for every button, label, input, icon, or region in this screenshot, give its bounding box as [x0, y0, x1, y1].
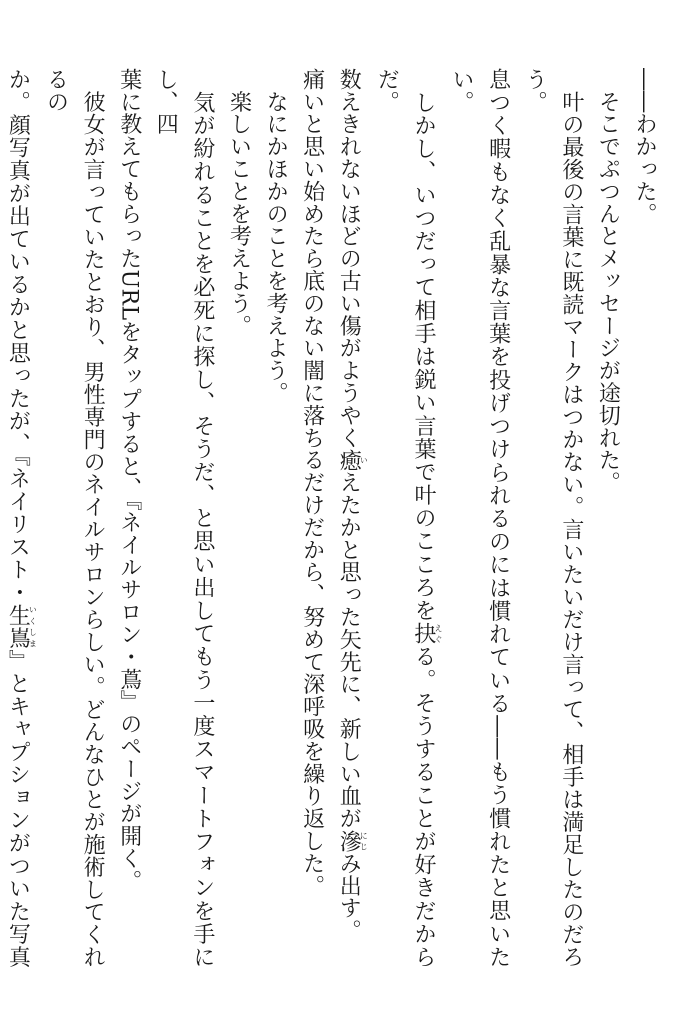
text-segment: 楽しいことを考えよう。: [226, 68, 252, 337]
text-column: [110, 68, 147, 968]
text-segment: 彼女が言っていたとおり、男性専門のネイルサロンらしい。どんなひとが施術してくれるの: [43, 68, 106, 968]
text-segment: 葉に教えてもらったURLをタップすると、『ネイルサロン・蔦』のページが開く。: [116, 68, 142, 892]
ruby-base: 生嶌: [5, 603, 31, 650]
text-segment: ――わかった。: [632, 68, 657, 225]
ruby-base: 滲: [336, 829, 362, 853]
ruby-reading: い: [359, 448, 369, 472]
ruby-annotation: [5, 603, 38, 650]
text-column: [368, 68, 443, 968]
text-column: [516, 68, 589, 968]
ruby-annotation: [336, 829, 369, 853]
text-segment: 息つく暇もなく乱暴な言葉を投げつけられるのには慣れている――もう慣れたと思いたい。: [449, 68, 511, 968]
text-segment: しかし、いつだって相手は鋭い言葉で叶のこころを: [410, 68, 436, 623]
text-segment: 気が紛れることを必死に探し、そうだ、と思い出してもう一度スマートフォンを手にし、四: [153, 68, 215, 968]
text-segment: 』とキャプションがついた写真: [5, 649, 31, 968]
text-segment: か。顔写真が出ているかと思ったが、『ネイリスト・: [5, 68, 31, 604]
text-column: [625, 68, 662, 968]
text-segment: なにかほかのことを考えよう。: [263, 68, 289, 404]
text-column: [0, 68, 37, 968]
ruby-reading: にじ: [359, 829, 369, 853]
text-column: [256, 68, 293, 968]
text-column: [330, 68, 368, 968]
ruby-base: 抉: [410, 622, 436, 646]
text-segment: えたかと思った矢先に、新しい血が: [336, 471, 362, 830]
ruby-annotation: [410, 622, 443, 646]
text-segment: 叶の最後の言葉に既読マークはつかない。言いたいだけ言って、相手は満足したのだろう。: [522, 68, 584, 968]
ruby-reading: えぐ: [433, 622, 443, 645]
ruby-reading: いくしま: [28, 603, 38, 649]
text-column: [293, 68, 330, 968]
text-column: [220, 68, 257, 968]
text-column: [589, 68, 626, 968]
text-column: [442, 68, 515, 968]
text-segment: そこでぷつんとメッセージが途切れた。: [595, 68, 621, 494]
ruby-base: 癒: [336, 448, 362, 472]
text-segment: る。そうすることが好きだからだ。: [374, 68, 436, 968]
vertical-text-body: [0, 68, 662, 968]
ruby-annotation: [336, 448, 369, 472]
text-column: [147, 68, 220, 968]
text-column: [37, 68, 110, 968]
text-segment: み出す。: [336, 852, 362, 942]
text-segment: 痛いと思い始めたら底のない闇に落ちるだけだから、努めて深呼吸を繰り返した。: [299, 68, 325, 897]
text-segment: 数えきれないほどの古い傷がようやく: [336, 68, 362, 449]
